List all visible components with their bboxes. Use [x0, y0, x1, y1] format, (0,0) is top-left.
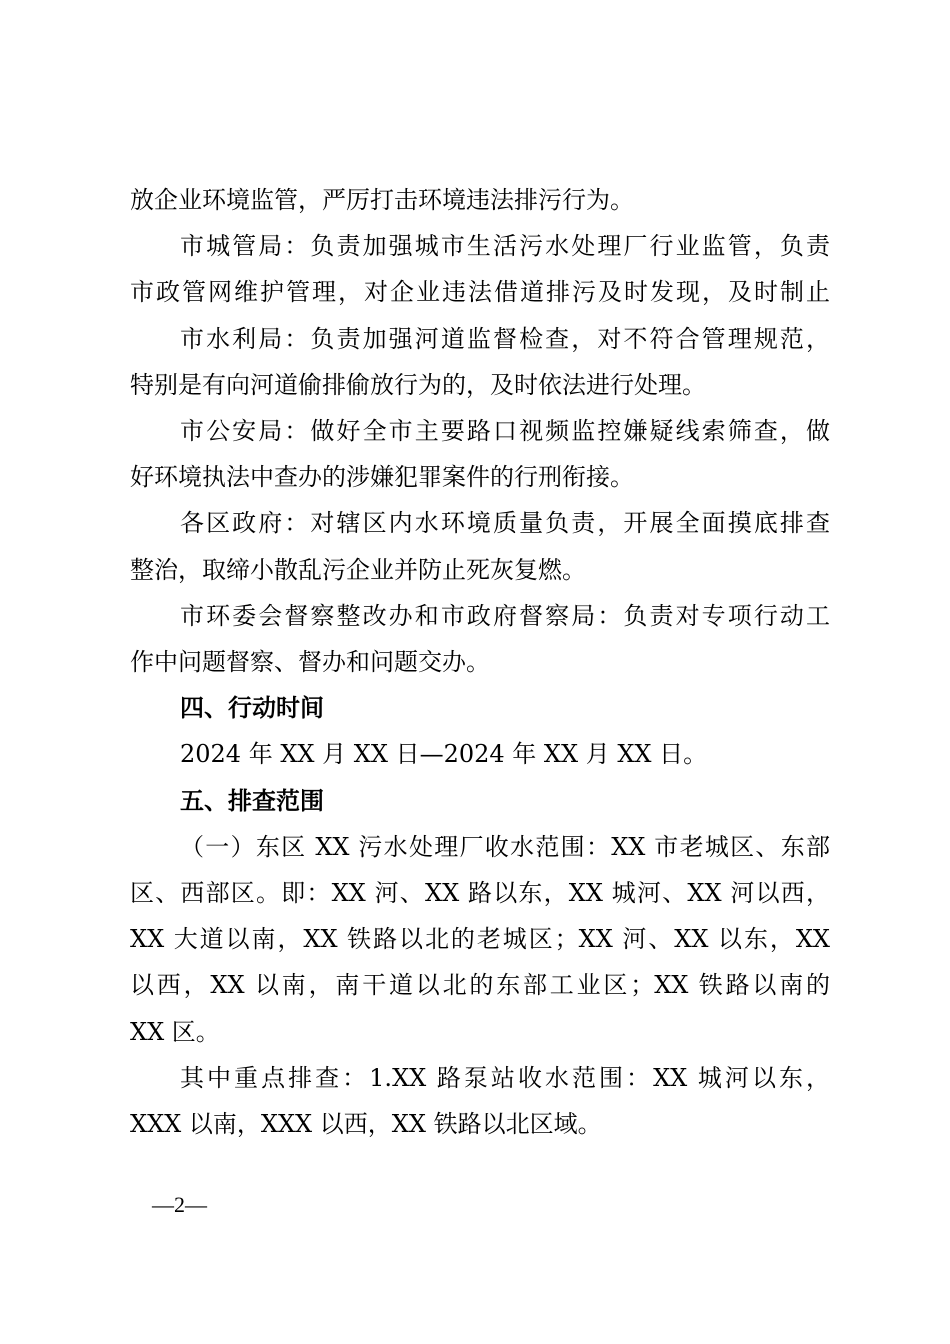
text-line: （一）东区 XX 污水处理厂收水范围：XX 市老城区、东部 [180, 832, 830, 861]
text-line: 整治，取缔小散乱污企业并防止死灰复燃。 [130, 555, 586, 584]
text-line: 市城管局：负责加强城市生活污水处理厂行业监管，负责 [180, 232, 830, 261]
text-line: 以西，XX 以南，南干道以北的东部工业区；XX 铁路以南的 [130, 971, 830, 1000]
text-line: 各区政府：对辖区内水环境质量负责，开展全面摸底排查 [180, 509, 830, 538]
text-line: 市环委会督察整改办和市政府督察局：负责对专项行动工 [180, 601, 830, 630]
text-line: XXX 以南，XXX 以西，XX 铁路以北区域。 [130, 1110, 602, 1138]
text-line: 2024 年 XX 月 XX 日—2024 年 XX 月 XX 日。 [180, 740, 708, 769]
text-line: XX 区。 [130, 1017, 220, 1046]
section-heading: 五、排查范围 [180, 785, 324, 815]
text-line: 市政管网维护管理，对企业违法借道排污及时发现，及时制止 [130, 278, 830, 307]
text-line: XX 大道以南，XX 铁路以北的老城区；XX 河、XX 以东，XX [130, 925, 830, 954]
text-line: 市水利局：负责加强河道监督检查，对不符合管理规范， [180, 324, 830, 353]
section-heading: 四、行动时间 [180, 693, 324, 723]
text-line: 放企业环境监管，严厉打击环境违法排污行为。 [130, 186, 634, 214]
text-line: 作中问题督察、督办和问题交办。 [130, 648, 490, 676]
text-line: 特别是有向河道偷排偷放行为的，及时依法进行处理。 [130, 370, 706, 399]
text-line: 其中重点排查：1.XX 路泵站收水范围：XX 城河以东， [180, 1063, 830, 1092]
page-number: —2— [152, 1192, 207, 1217]
text-line: 市公安局：做好全市主要路口视频监控嫌疑线索筛查，做 [180, 417, 830, 445]
text-line: 区、西部区。即：XX 河、XX 路以东，XX 城河、XX 河以西， [130, 879, 830, 907]
text-line: 好环境执法中查办的涉嫌犯罪案件的行刑衔接。 [130, 463, 634, 492]
